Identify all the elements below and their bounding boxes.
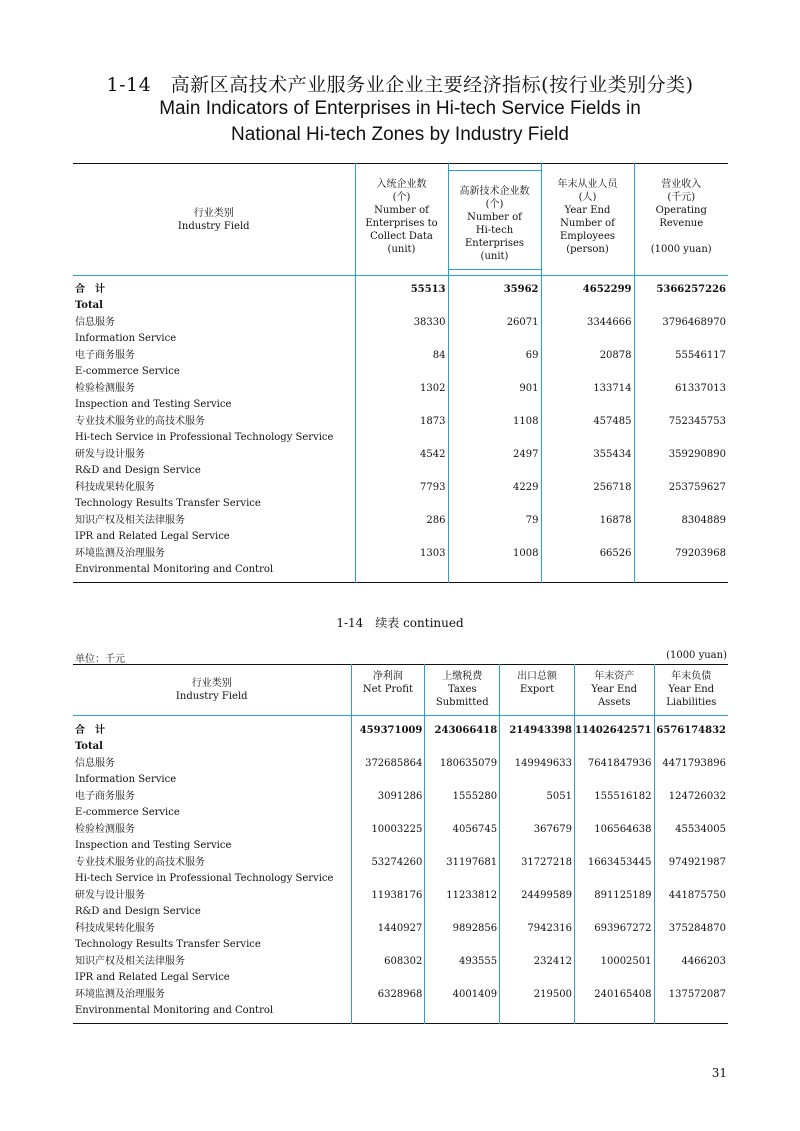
table-cell-value: 286	[355, 512, 448, 529]
row-label-en: Technology Results Transfer Service	[75, 498, 261, 509]
table-row-en	[73, 937, 728, 953]
row-label-en: IPR and Related Legal Service	[75, 531, 230, 542]
table-cell-empty	[448, 562, 541, 583]
indicators-table-continued	[73, 664, 728, 1024]
table-row-en	[73, 430, 728, 446]
table-cell-empty	[541, 331, 634, 347]
table-cell-empty	[654, 937, 728, 953]
header-text: (unit)	[387, 244, 416, 255]
table-cell-value: 24499589	[500, 887, 575, 904]
table-cell-empty	[634, 364, 728, 380]
table-cell-value: 355434	[541, 446, 634, 463]
table-cell-empty	[448, 529, 541, 545]
page-number: 31	[711, 1066, 727, 1080]
table-cell-value: 8304889	[634, 512, 728, 529]
row-label-cn: 研发与设计服务	[75, 890, 145, 901]
header-text: Number of	[374, 205, 429, 216]
table-cell-empty	[634, 331, 728, 347]
row-label-cn: 知识产权及相关法律服务	[75, 515, 185, 526]
table-cell-value: 5366257226	[634, 281, 728, 298]
table-cell-empty	[425, 739, 500, 755]
header-text: Operating	[655, 205, 707, 216]
table-cell-value: 4542	[355, 446, 448, 463]
header-text: (1000 yuan)	[650, 244, 712, 255]
table-cell-empty	[355, 298, 448, 314]
table-cell-value: 31197681	[425, 854, 500, 871]
table-cell-value: 149949633	[500, 755, 575, 772]
row-label-en: Total	[75, 741, 103, 752]
table-cell-value: 155516182	[574, 788, 654, 805]
table-cell-empty	[351, 904, 425, 920]
header-text: (person)	[566, 244, 609, 255]
table-cell-value: 61337013	[634, 380, 728, 397]
row-label-cn: 检验检测服务	[75, 383, 135, 394]
table-cell-empty	[574, 937, 654, 953]
header-text: 净利润	[372, 671, 403, 682]
table-cell-value: 4471793896	[654, 755, 728, 772]
table-cell-empty	[500, 805, 575, 821]
row-label-en: Inspection and Testing Service	[75, 840, 232, 851]
row-label-cn: 环境监测及治理服务	[75, 989, 165, 1000]
table-cell-empty	[541, 298, 634, 314]
row-label-cn: 信息服务	[75, 758, 115, 769]
row-label-cn: 科技成果转化服务	[75, 923, 155, 934]
table-cell-empty	[634, 529, 728, 545]
header-hitech-enterprises	[448, 164, 541, 276]
table-cell-value: 180635079	[425, 755, 500, 772]
table-cell-empty	[634, 562, 728, 583]
table-cell-empty	[448, 397, 541, 413]
header-text: 年末从业人员	[557, 179, 618, 190]
table-row	[73, 953, 728, 970]
table-cell-value: 4466203	[654, 953, 728, 970]
table-cell-value: 31727218	[500, 854, 575, 871]
table-row	[73, 380, 728, 397]
row-label-en: Environmental Monitoring and Control	[75, 564, 274, 575]
table-row-en	[73, 871, 728, 887]
table-cell-empty	[654, 970, 728, 986]
table-cell-value: 240165408	[574, 986, 654, 1003]
header-net-profit	[351, 665, 425, 716]
table-cell-empty	[634, 430, 728, 446]
header-text: Net Profit	[362, 684, 413, 695]
table-cell-empty	[500, 871, 575, 887]
header-text: (个)	[392, 192, 411, 203]
row-label-en: E-commerce Service	[75, 366, 180, 377]
table-cell-value: 1303	[355, 545, 448, 562]
header-text: (unit)	[480, 251, 509, 262]
table-cell-empty	[500, 772, 575, 788]
table-cell-value: 232412	[500, 953, 575, 970]
table-cell-value: 752345753	[634, 413, 728, 430]
table-row	[73, 314, 728, 331]
table-cell-value: 11402642571	[574, 722, 654, 739]
table-cell-empty	[448, 364, 541, 380]
table-cell-value: 53274260	[351, 854, 425, 871]
table-cell-empty	[425, 772, 500, 788]
table-cell-value: 6576174832	[654, 722, 728, 739]
table-cell-empty	[351, 871, 425, 887]
table-cell-empty	[574, 772, 654, 788]
header-text: Taxes	[447, 684, 477, 695]
table-cell-value: 45534005	[654, 821, 728, 838]
table-cell-empty	[448, 463, 541, 479]
header-text: Year End	[591, 684, 638, 695]
indicators-table	[73, 163, 728, 583]
header-text: 年末资产	[594, 671, 635, 682]
unit-label-en: (1000 yuan)	[666, 650, 727, 661]
table-cell-value: 4652299	[541, 281, 634, 298]
header-text: Assets	[597, 697, 631, 708]
header-text: Hi-tech	[475, 225, 514, 236]
header-text: Collect Data	[370, 231, 433, 242]
row-label-cn: 合 计	[75, 284, 105, 295]
header-field-en: Industry Field	[175, 691, 248, 702]
table-cell-empty	[351, 970, 425, 986]
table-cell-empty	[654, 904, 728, 920]
row-label-en: Information Service	[75, 774, 177, 785]
table-cell-empty	[634, 496, 728, 512]
table-cell-empty	[574, 904, 654, 920]
table-cell-empty	[351, 739, 425, 755]
page-title-en-line2: National Hi-tech Zones by Industry Field	[231, 124, 569, 145]
table-row-en	[73, 739, 728, 755]
table-cell-value: 133714	[541, 380, 634, 397]
table-cell-empty	[654, 772, 728, 788]
header-taxes	[425, 665, 500, 716]
table-row-en	[73, 562, 728, 583]
table-cell-value: 69	[448, 347, 541, 364]
row-label-en: E-commerce Service	[75, 807, 180, 818]
row-label-en: R&D and Design Service	[75, 906, 201, 917]
table-cell-value: 79	[448, 512, 541, 529]
table-cell-value: 35962	[448, 281, 541, 298]
header-industry-field	[73, 665, 351, 716]
header-text: Submitted	[435, 697, 489, 708]
header-text: Employees	[559, 231, 616, 242]
header-text: Number of	[467, 212, 522, 223]
table-cell-empty	[351, 937, 425, 953]
table-cell-empty	[654, 838, 728, 854]
table-cell-empty	[448, 496, 541, 512]
table-cell-empty	[654, 1003, 728, 1024]
table-cell-empty	[448, 331, 541, 347]
table-cell-empty	[425, 904, 500, 920]
row-label-en: Technology Results Transfer Service	[75, 939, 261, 950]
table-cell-value: 20878	[541, 347, 634, 364]
header-text: Revenue	[659, 218, 704, 229]
header-text: Number of	[560, 218, 615, 229]
table-cell-empty	[574, 805, 654, 821]
header-liabilities	[654, 665, 728, 716]
table-cell-empty	[574, 838, 654, 854]
table-cell-value: 372685864	[351, 755, 425, 772]
table-row	[73, 755, 728, 772]
table-row	[73, 788, 728, 805]
table-cell-value: 901	[448, 380, 541, 397]
table-cell-value: 891125189	[574, 887, 654, 904]
unit-label-cn: 单位：千元	[75, 654, 125, 665]
table-cell-value: 3344666	[541, 314, 634, 331]
table-cell-empty	[448, 298, 541, 314]
table-cell-empty	[355, 529, 448, 545]
table-cell-value: 367679	[500, 821, 575, 838]
table-row	[73, 986, 728, 1003]
table-row-en	[73, 529, 728, 545]
table-cell-empty	[574, 1003, 654, 1024]
row-label-cn: 专业技术服务业的高技术服务	[75, 416, 205, 427]
header-text: (个)	[485, 199, 504, 210]
table-cell-value: 1108	[448, 413, 541, 430]
table-cell-value: 16878	[541, 512, 634, 529]
table-cell-value: 1663453445	[574, 854, 654, 871]
table-cell-value: 7793	[355, 479, 448, 496]
table-header-row	[73, 665, 728, 716]
table-cell-empty	[425, 1003, 500, 1024]
table-cell-value: 608302	[351, 953, 425, 970]
row-label-cn: 检验检测服务	[75, 824, 135, 835]
table-cell-value: 1440927	[351, 920, 425, 937]
table-row-en	[73, 970, 728, 986]
header-text: 入统企业数	[376, 179, 427, 190]
table-cell-empty	[425, 937, 500, 953]
table-cell-value: 256718	[541, 479, 634, 496]
table-cell-empty	[500, 904, 575, 920]
header-text: Enterprises	[464, 238, 525, 249]
table-row	[73, 920, 728, 937]
table-cell-empty	[355, 562, 448, 583]
table-row-en	[73, 904, 728, 920]
table-cell-empty	[574, 739, 654, 755]
table-cell-value: 3796468970	[634, 314, 728, 331]
table-row-en	[73, 331, 728, 347]
row-label-en: R&D and Design Service	[75, 465, 201, 476]
header-field-cn: 行业类别	[191, 678, 232, 689]
table-cell-empty	[500, 739, 575, 755]
header-employees	[541, 164, 634, 276]
row-label-cn: 研发与设计服务	[75, 449, 145, 460]
table-row	[73, 413, 728, 430]
table-cell-value: 10002501	[574, 953, 654, 970]
table-cell-empty	[351, 772, 425, 788]
row-label-en: Total	[75, 300, 103, 311]
table-cell-empty	[541, 430, 634, 446]
table-cell-value: 1008	[448, 545, 541, 562]
header-text: 年末负债	[671, 671, 712, 682]
table-cell-empty	[654, 871, 728, 887]
table-cell-empty	[634, 298, 728, 314]
row-label-en: Hi-tech Service in Professional Technology Service	[75, 432, 334, 443]
row-label-cn: 专业技术服务业的高技术服务	[75, 857, 205, 868]
table-row	[73, 854, 728, 871]
table-cell-empty	[574, 871, 654, 887]
table-cell-empty	[355, 331, 448, 347]
row-label-cn: 电子商务服务	[75, 791, 135, 802]
row-label-en: Inspection and Testing Service	[75, 399, 232, 410]
table-cell-value: 11938176	[351, 887, 425, 904]
table-cell-empty	[425, 871, 500, 887]
table-cell-empty	[500, 1003, 575, 1024]
table-cell-empty	[541, 463, 634, 479]
table-row-en	[73, 805, 728, 821]
table-cell-value: 459371009	[351, 722, 425, 739]
table-cell-empty	[425, 970, 500, 986]
header-text: Enterprises to	[365, 218, 438, 229]
table-cell-value: 4056745	[425, 821, 500, 838]
header-text: 高新技术企业数	[459, 186, 530, 197]
header-text	[635, 230, 729, 243]
table-row	[73, 479, 728, 496]
header-text: Year End	[564, 205, 611, 216]
table-cell-value: 137572087	[654, 986, 728, 1003]
table-cell-value: 2497	[448, 446, 541, 463]
row-label-en: Hi-tech Service in Professional Technology Service	[75, 873, 334, 884]
page-title-cn: 1-14 高新区高技术产业服务业企业主要经济指标(按行业类别分类)	[106, 74, 694, 96]
table-cell-empty	[351, 838, 425, 854]
table-row	[73, 446, 728, 463]
table-row	[73, 512, 728, 529]
table-cell-value: 4229	[448, 479, 541, 496]
row-label-cn: 合 计	[75, 725, 105, 736]
table-cell-value: 219500	[500, 986, 575, 1003]
continued-title: 1-14 续表 continued	[336, 616, 464, 630]
table-row	[73, 722, 728, 739]
table-cell-value: 79203968	[634, 545, 728, 562]
table-cell-value: 7641847936	[574, 755, 654, 772]
header-text: (千元)	[667, 192, 696, 203]
table-cell-value: 253759627	[634, 479, 728, 496]
table-cell-value: 1873	[355, 413, 448, 430]
header-text: Liabilities	[666, 697, 717, 708]
row-label-cn: 科技成果转化服务	[75, 482, 155, 493]
table-row-en	[73, 1003, 728, 1024]
table-row-en	[73, 463, 728, 479]
table-cell-value: 214943398	[500, 722, 575, 739]
header-revenue	[634, 164, 728, 276]
header-enterprises	[355, 164, 448, 276]
row-label-en: Information Service	[75, 333, 177, 344]
table-cell-value: 3091286	[351, 788, 425, 805]
header-industry-field	[73, 164, 355, 276]
row-label-cn: 信息服务	[75, 317, 115, 328]
table-cell-empty	[425, 805, 500, 821]
table-row	[73, 545, 728, 562]
table-cell-value: 457485	[541, 413, 634, 430]
row-label-cn: 电子商务服务	[75, 350, 135, 361]
table-cell-value: 1555280	[425, 788, 500, 805]
table-cell-empty	[541, 562, 634, 583]
header-text: Export	[519, 684, 555, 695]
table-cell-value: 55546117	[634, 347, 728, 364]
header-export	[500, 665, 575, 716]
row-label-cn: 环境监测及治理服务	[75, 548, 165, 559]
table-cell-empty	[500, 838, 575, 854]
table-cell-value: 243066418	[425, 722, 500, 739]
header-text: 出口总额	[517, 671, 558, 682]
table-cell-value: 7942316	[500, 920, 575, 937]
table-cell-empty	[500, 970, 575, 986]
table-cell-empty	[541, 529, 634, 545]
table-cell-empty	[500, 937, 575, 953]
table-cell-value: 106564638	[574, 821, 654, 838]
header-field-en: Industry Field	[177, 220, 250, 232]
table-cell-value: 1302	[355, 380, 448, 397]
table-cell-value: 5051	[500, 788, 575, 805]
table-cell-value: 4001409	[425, 986, 500, 1003]
table-cell-value: 693967272	[574, 920, 654, 937]
table-cell-value: 375284870	[654, 920, 728, 937]
table-cell-value: 9892856	[425, 920, 500, 937]
table-row	[73, 281, 728, 298]
table-cell-value: 84	[355, 347, 448, 364]
table-cell-empty	[634, 397, 728, 413]
table-cell-empty	[355, 496, 448, 512]
header-text: 营业收入	[661, 179, 702, 190]
table-cell-value: 441875750	[654, 887, 728, 904]
row-label-en: IPR and Related Legal Service	[75, 972, 230, 983]
table-cell-empty	[355, 397, 448, 413]
table-cell-value: 10003225	[351, 821, 425, 838]
table-cell-value: 6328968	[351, 986, 425, 1003]
table-cell-empty	[355, 364, 448, 380]
table-cell-value: 38330	[355, 314, 448, 331]
table-row-en	[73, 838, 728, 854]
table-row-en	[73, 496, 728, 512]
table-row	[73, 887, 728, 904]
table-cell-empty	[425, 838, 500, 854]
header-text: 上缴税费	[442, 671, 483, 682]
table-row	[73, 821, 728, 838]
table-cell-value: 493555	[425, 953, 500, 970]
table-cell-empty	[448, 430, 541, 446]
table-cell-value: 11233812	[425, 887, 500, 904]
table-cell-value: 66526	[541, 545, 634, 562]
header-assets	[574, 665, 654, 716]
table-cell-empty	[654, 805, 728, 821]
table-cell-value: 55513	[355, 281, 448, 298]
table-cell-empty	[541, 496, 634, 512]
table-cell-value: 124726032	[654, 788, 728, 805]
header-text: Year End	[668, 684, 715, 695]
table-row-en	[73, 397, 728, 413]
table-cell-value: 974921987	[654, 854, 728, 871]
table-cell-empty	[355, 463, 448, 479]
table-header-row	[73, 164, 728, 276]
table-cell-empty	[351, 805, 425, 821]
table-cell-empty	[541, 397, 634, 413]
row-label-en: Environmental Monitoring and Control	[75, 1005, 274, 1016]
table-row-en	[73, 772, 728, 788]
table-cell-empty	[654, 739, 728, 755]
header-text: (人)	[578, 192, 597, 203]
table-cell-empty	[351, 1003, 425, 1024]
table-cell-empty	[574, 970, 654, 986]
page-title-en-line1: Main Indicators of Enterprises in Hi-tech Service Fields in	[159, 98, 641, 119]
header-field-cn: 行业类别	[193, 207, 234, 219]
table-cell-empty	[541, 364, 634, 380]
table-row-en	[73, 298, 728, 314]
table-row	[73, 347, 728, 364]
table-cell-value: 26071	[448, 314, 541, 331]
table-cell-empty	[355, 430, 448, 446]
row-label-cn: 知识产权及相关法律服务	[75, 956, 185, 967]
table-cell-value: 359290890	[634, 446, 728, 463]
table-row-en	[73, 364, 728, 380]
table-cell-empty	[634, 463, 728, 479]
